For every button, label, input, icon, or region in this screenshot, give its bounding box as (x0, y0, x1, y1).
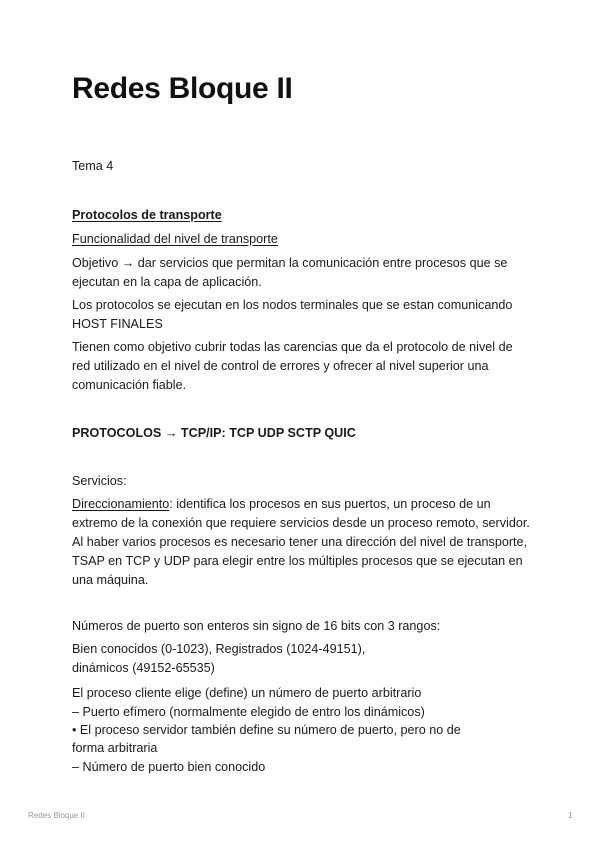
servicios-label: Servicios: (72, 474, 127, 488)
cliente-line: • El proceso servidor también define su número de puerto, pero no de (72, 723, 461, 737)
protocolos-heading: PROTOCOLOS → TCP/IP: TCP UDP SCTP QUIC (72, 426, 356, 440)
rangos-line-1: Bien conocidos (0-1023), Registrados (1024-49151), (72, 642, 366, 656)
cliente-line: forma arbitraria (72, 741, 158, 755)
footer-page-number: 1 (568, 811, 573, 820)
subsection-heading: Funcionalidad del nivel de transporte (72, 232, 278, 246)
cliente-line: – Número de puerto bien conocido (72, 760, 266, 774)
cliente-line: – Puerto efímero (normalmente elegido de entro los dinámicos) (72, 705, 425, 719)
direccionamiento-text: : identifica los procesos en sus puertos, un proceso de un extremo de la conexión que requiere servicios desde un proceso remoto, servidor. Al haber varios procesos es necesario tener una dirección del nivel de transporte, TSAP en TCP y UDP para elegir entre los múltiples procesos que se ejecutan en una máquina. (72, 497, 530, 587)
numeros-puerto-paragraph: Números de puerto son enteros sin signo de 16 bits con 3 rangos: (72, 619, 441, 633)
footer-title: Redes Bloque II (28, 811, 85, 820)
objetivo-paragraph: Objetivo → dar servicios que permitan la comunicación entre procesos que se ejecutan en la capa de aplicación. (72, 256, 508, 289)
direccionamiento-term: Direccionamiento (72, 497, 170, 511)
tema-label: Tema 4 (72, 159, 114, 173)
section-heading: Protocolos de transporte (72, 208, 222, 222)
protocolos-paragraph: Los protocolos se ejecutan en los nodos terminales que se estan comunicando HOST FINALES (72, 298, 513, 331)
tienen-como-paragraph: Tienen como objetivo cubrir todas las carencias que da el protocolo de nivel de red utilizado en el nivel de control de errores y ofrecer al nivel superior una comunicación fiable. (72, 340, 513, 392)
page-title: Redes Bloque II (72, 72, 293, 105)
cliente-line: El proceso cliente elige (define) un número de puerto arbitrario (72, 686, 422, 700)
direccionamiento-paragraph (72, 495, 532, 590)
rangos-line-2: dinámicos (49152-65535) (72, 661, 215, 675)
